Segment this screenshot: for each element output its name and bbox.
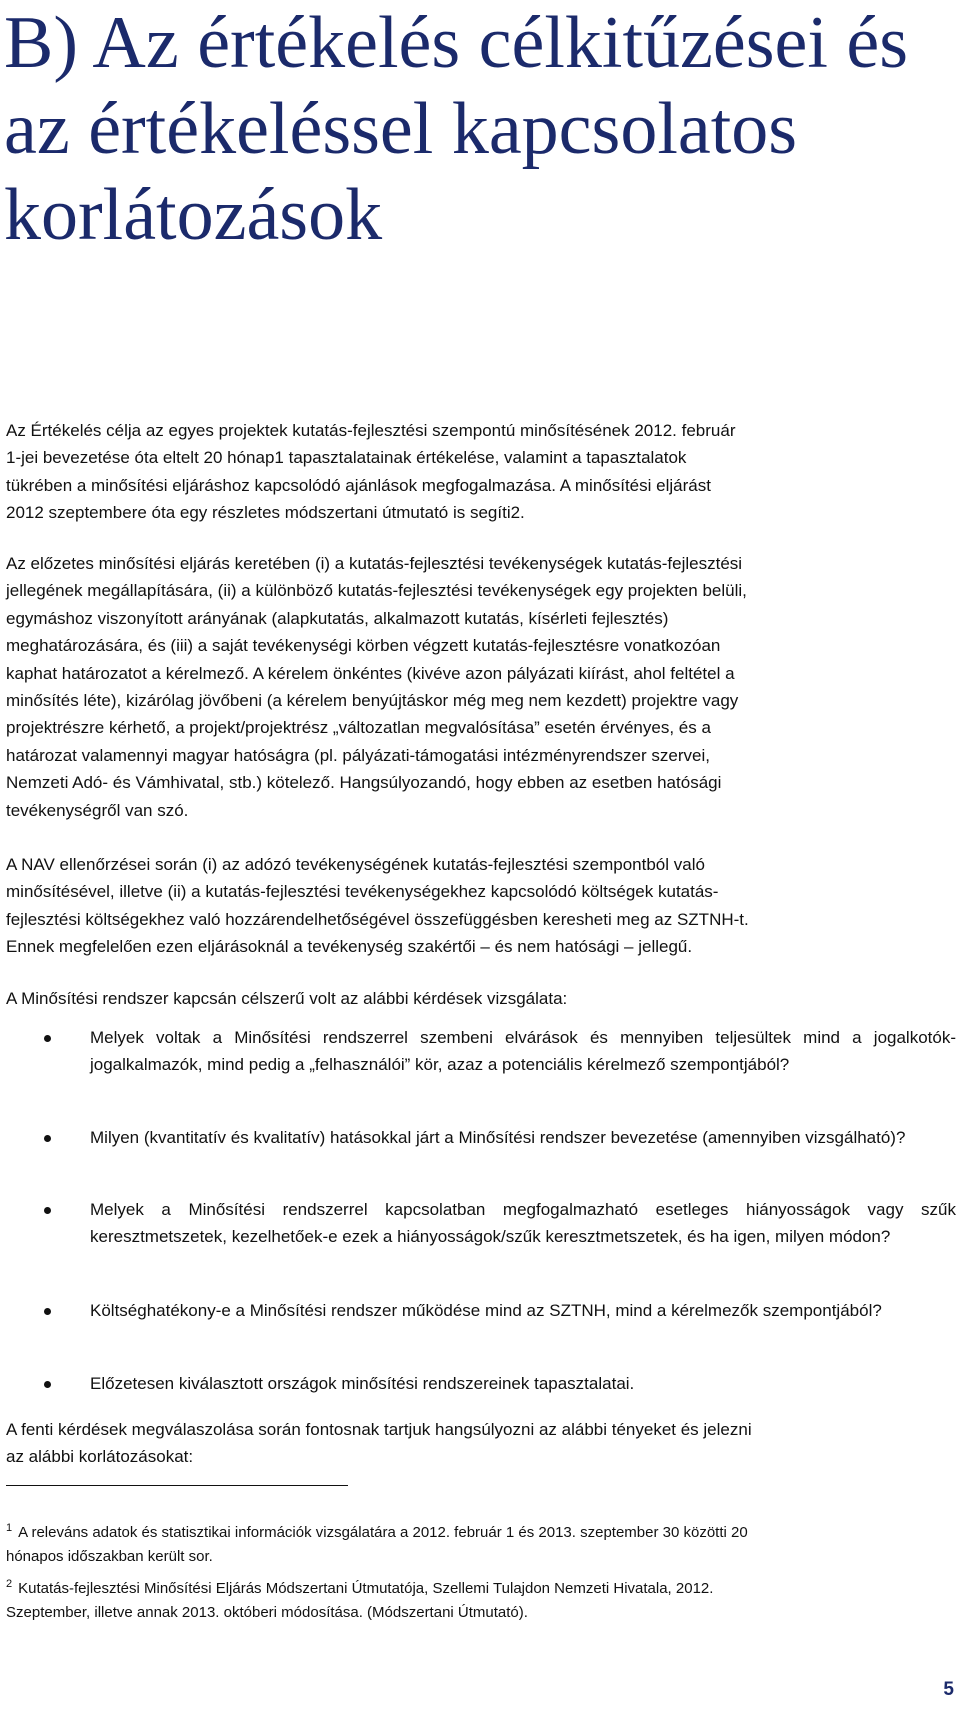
text-line: tükrében a minősítési eljáráshoz kapcsolódó ajánlások megfogalmazása. A minősítési eljárást (6, 475, 711, 495)
section-heading (4, 0, 954, 258)
list-item-text: Melyek voltak a Minősítési rendszerrel szembeni elvárások és mennyiben teljesültek mind a jogalkotók-jogalkalmazók, mind pedig a „felhasználói” kör, azaz a potenciális kérelmező szempontjából? (90, 1028, 956, 1075)
footnote-line (6, 1572, 954, 1601)
list-item-text: Költséghatékony-e a Minősítési rendszer működése mind az SZTNH, mind a kérelmezők szempontjából? (90, 1301, 882, 1320)
text-line: A NAV ellenőrzései során (i) az adózó tevékenységének kutatás-fejlesztési szempontból való (6, 855, 705, 874)
bullet-icon (44, 1135, 51, 1142)
text-line: Az Értékelés célja az egyes projektek kutatás-fejlesztési szempontú minősítésének 2012. február (6, 421, 736, 440)
text-line: Ennek megfelelően ezen eljárásoknál a tevékenység szakértői – és nem hatósági – jellegű. (6, 937, 693, 957)
footnote-marker: 2 (6, 1578, 13, 1590)
text-line: A fenti kérdések megválaszolása során fontosnak tartjuk hangsúlyozni az alábbi tényeket és jelezni (6, 1420, 752, 1439)
paragraph-nav-checks (6, 851, 958, 961)
paragraph-preliminary-procedure (6, 550, 958, 824)
text-line: meghatározására, és (iii) a saját tevékenységi körben végzett kutatás-fejlesztésre vonatkozóan (6, 636, 721, 656)
paragraph-evaluation-purpose (6, 417, 958, 527)
bullet-icon (44, 1308, 51, 1315)
text-line: jellegének megállapítására, (ii) a különböző kutatás-fejlesztési tevékenységek egy projekten belüli, (6, 581, 747, 601)
text-line: tevékenységről van szó. (6, 800, 189, 820)
page-number: 5 (943, 1679, 954, 1700)
bullet-icon (44, 1035, 51, 1042)
heading-line: B) Az értékelés célkitűzései és (4, 2, 909, 84)
bullet-icon (44, 1381, 51, 1388)
list-item-text: Milyen (kvantitatív és kvalitatív) hatásokkal járt a Minősítési rendszer bevezetése (amennyiben vizsgálható)? (90, 1128, 906, 1147)
text-line: Nemzeti Adó- és Vámhivatal, stb.) kötelező. Hangsúlyozandó, hogy ebben az esetben hatósági (6, 773, 722, 793)
footnote-line: Szeptember, illetve annak 2013. októberi módosítása. (Módszertani Útmutató). (6, 1604, 528, 1621)
footnote-divider (6, 1485, 348, 1486)
heading-line: korlátozások (4, 174, 383, 256)
footnote-line: hónapos időszakban került sor. (6, 1548, 213, 1565)
text-line: kaphat határozatot a kérelmező. A kérelem önkéntes (kivéve azon pályázati kiírást, ahol feltétel a (6, 663, 735, 683)
list-item (0, 1297, 956, 1324)
heading-line: az értékeléssel kapcsolatos (4, 88, 798, 170)
list-item-text: Előzetesen kiválasztott országok minősítési rendszereinek tapasztalatai. (90, 1374, 635, 1393)
text-line: fejlesztési költségekhez való hozzárendelhetőségével összefüggésben keresheti meg az SZTNH-t. (6, 909, 749, 929)
footnote-2 (6, 1572, 954, 1625)
text-line: projektrészre kérhető, a projekt/projektrész „változatlan megvalósítása” esetén érvényes, és a (6, 718, 711, 738)
footnote-marker: 1 (6, 1522, 13, 1534)
text-line: határozat valamennyi magyar hatóságra (pl. pályázati-támogatási intézményrendszer szervei, (6, 745, 710, 765)
paragraph-questions-intro: A Minősítési rendszer kapcsán célszerű volt az alábbi kérdések vizsgálata: (6, 989, 568, 1008)
footnote-text: A releváns adatok és statisztikai információk vizsgálatára a 2012. február 1 és 2013. szeptember 30 közötti 20 (18, 1524, 748, 1541)
footnote-line (6, 1516, 954, 1545)
text-line: Az előzetes minősítési eljárás keretében (i) a kutatás-fejlesztési tevékenységek kutatás-fejlesztési (6, 554, 743, 573)
list-item (0, 1196, 956, 1251)
list-item-text: Melyek a Minősítési rendszerrel kapcsolatban megfogalmazható esetleges hiányosságok vagy szűk keresztmetszetek, kezelhetőek-e ezek a hiányosságok/szűk keresztmetszetek, és ha igen, milyen módon? (90, 1200, 956, 1247)
text-line: 2012 szeptembere óta egy részletes módszertani útmutató is segíti2. (6, 503, 525, 523)
text-line: minősítés léte), kizárólag jövőbeni (a kérelem benyújtáskor még meg nem kezdett) projektre vagy (6, 691, 739, 711)
list-item (0, 1024, 956, 1079)
text-line: egymáshoz viszonyított arányának (alapkutatás, alkalmazott kutatás, kísérleti fejlesztés) (6, 608, 669, 628)
list-item (0, 1124, 956, 1151)
text-line: 1-jei bevezetése óta eltelt 20 hónap1 tapasztalatainak értékelése, valamint a tapasztalatok (6, 448, 687, 468)
footnote-text: Kutatás-fejlesztési Minősítési Eljárás Módszertani Útmutatója, Szellemi Tulajdon Nemzeti Hivatala, 2012. (18, 1580, 714, 1597)
footnote-1 (6, 1516, 954, 1569)
text-line: minősítésével, illetve (ii) a kutatás-fejlesztési tevékenységekhez kapcsolódó költségek kutatás- (6, 882, 719, 902)
text-line: az alábbi korlátozásokat: (6, 1447, 194, 1467)
bullet-icon (44, 1207, 51, 1214)
list-item (0, 1370, 956, 1397)
paragraph-limitations-intro (6, 1416, 958, 1471)
